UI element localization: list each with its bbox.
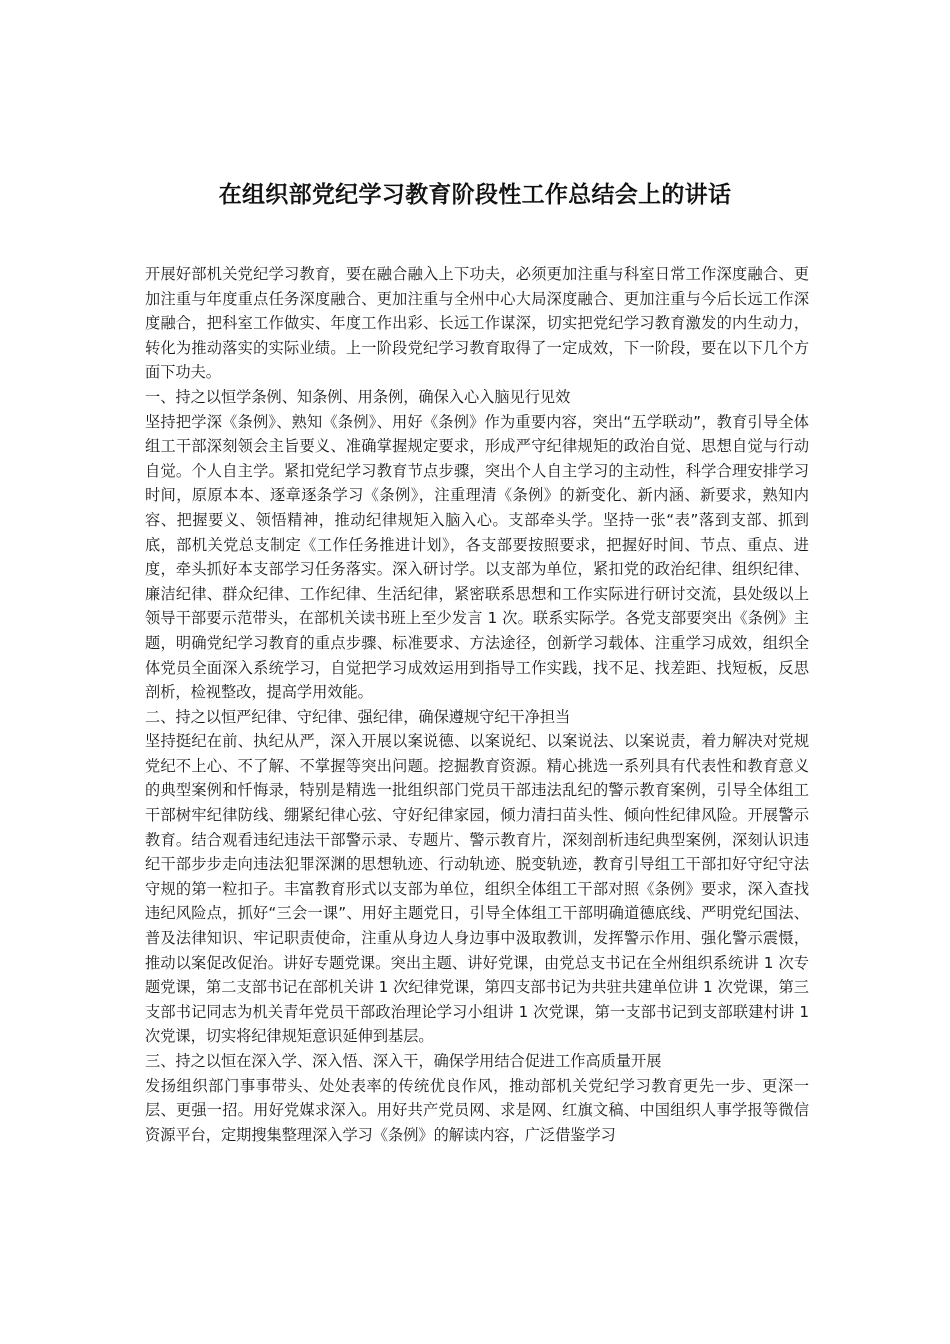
section-heading-1: 一、持之以恒学条例、知条例、用条例，确保入心入脑见行见效 — [145, 387, 571, 406]
document-body — [145, 262, 809, 1147]
intro-paragraph: 开展好部机关党纪学习教育，要在融合融入上下功夫，必须更加注重与科室日常工作深度融合、更加注重与年度重点任务深度融合、更加注重与全州中心大局深度融合、更加注重与今后长远工作深度融合，把科室工作做实、年度工作出彩、长远工作谋深，切实把党纪学习教育激发的内生动力，转化为推动落实的实际业绩。上一阶段党纪学习教育取得了一定成效，下一阶段，要在以下几个方面下功夫。 — [145, 265, 809, 382]
section-paragraph-2: 坚持挺纪在前、执纪从严，深入开展以案说德、以案说纪、以案说法、以案说责，着力解决对党规党纪不上心、不了解、不掌握等突出问题。挖掘教育资源。精心挑选一系列具有代表性和教育意义的典型案例和忏悔录，特别是精选一批组织部门党员干部违法乱纪的警示教育案例，引导全体组工干部树牢纪律防线、绷紧纪律心弦、守好纪律家园，倾力清扫苗头性、倾向性纪律风险。开展警示教育。结合观看违纪违法干部警示录、专题片、警示教育片，深刻剖析违纪典型案例，深刻认识违纪干部步步走向违法犯罪深渊的思想轨迹、行动轨迹、脱变轨迹，教育引导组工干部扣好守纪守法守规的第一粒扣子。丰富教育形式以支部为单位，组织全体组工干部对照《条例》要求，深入查找违纪风险点，抓好“三会一课”、用好主题党日，引导全体组工干部明确道德底线、严明党纪国法、普及法律知识、牢记职责使命，注重从身边人身边事中汲取教训，发挥警示作用、强化警示震慑，推动以案促改促治。讲好专题党课。突出主题、讲好党课，由党总支书记在全州组织系统讲 1 次专题党课，第二支部书记在部机关讲 1 次纪律党课，第四支部书记为共驻共建单位讲 1 次党课，第三支部书记同志为机关青年党员干部政治理论学习小组讲 1 次党课，第一支部书记到支部联建村讲 1 次党课，切实将纪律规矩意识延伸到基层。 — [145, 732, 809, 1046]
section-heading-3: 三、持之以恒在深入学、深入悟、深入干，确保学用结合促进工作高质量开展 — [145, 1052, 662, 1070]
section-paragraph-3: 发扬组织部门事事带头、处处表率的传统优良作风，推动部机关党纪学习教育更先一步、更深一层、更强一招。用好党媒求深入。用好共产党员网、求是网、红旗文稿、中国组织人事学报等微信资源平台，定期搜集整理深入学习《条例》的解读内容，广泛借鉴学习 — [145, 1076, 809, 1144]
section-heading-2: 二、持之以恒严纪律、守纪律、强纪律，确保遵规守纪干净担当 — [145, 707, 571, 726]
section-paragraph-1: 坚持把学深《条例》、熟知《条例》、用好《条例》作为重要内容，突出“五学联动”，教育引导全体组工干部深刻领会主旨要义、准确掌握规定要求，形成严守纪律规矩的政治自觉、思想自觉与行动自觉。个人自主学。紧扣党纪学习教育节点步骤，突出个人自主学习的主动性，科学合理安排学习时间，原原本本、逐章逐条学习《条例》，注重理清《条例》的新变化、新内涵、新要求，熟知内容、把握要义、领悟精神，推动纪律规矩入脑入心。支部牵头学。坚持一张“表”落到支部、抓到底，部机关党总支制定《工作任务推进计划》，各支部要按照要求，把握好时间、节点、重点、进度，牵头抓好本支部学习任务落实。深入研讨学。以支部为单位，紧扣党的政治纪律、组织纪律、廉洁纪律、群众纪律、工作纪律、生活纪律，紧密联系思想和工作实际进行研讨交流，县处级以上领导干部要示范带头，在部机关读书班上至少发言 1 次。联系实际学。各党支部要突出《条例》主题，明确党纪学习教育的重点步骤、标准要求、方法途径，创新学习载体、注重学习成效，组织全体党员全面深入系统学习，自觉把学习成效运用到指导工作实践，找不足、找差距、找短板，反思剖析，检视整改，提高学用效能。 — [145, 412, 809, 702]
document-title: 在组织部党纪学习教育阶段性工作总结会上的讲话 — [218, 182, 732, 208]
